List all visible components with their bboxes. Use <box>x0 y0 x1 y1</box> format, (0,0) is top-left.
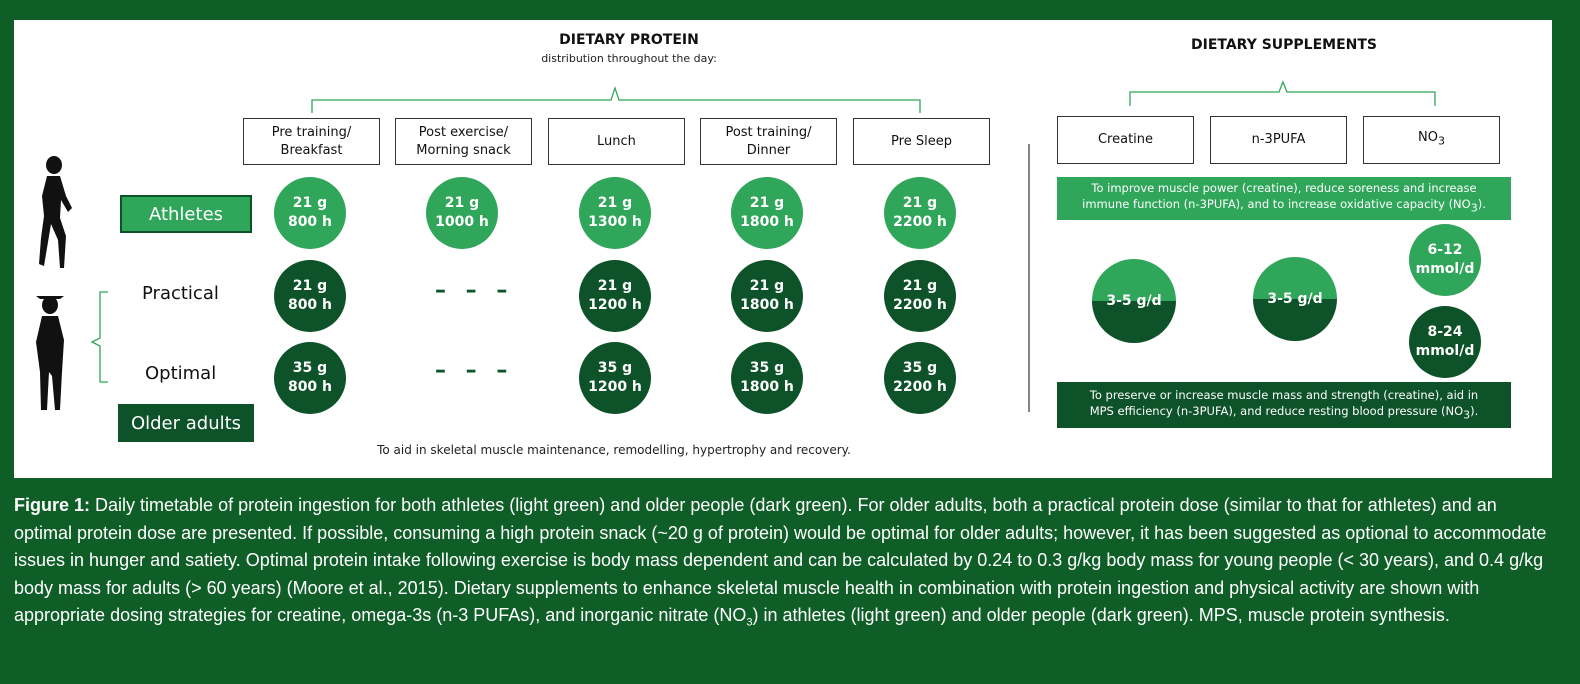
optimal-dose-lunch: 35 g 1200 h <box>579 342 651 414</box>
practical-dose-pre-sleep: 21 g 2200 h <box>884 260 956 332</box>
athletes-label: Athletes <box>120 195 252 233</box>
athletes-dose-breakfast: 21 g 800 h <box>274 177 346 249</box>
practical-dose-dinner: 21 g 1800 h <box>731 260 803 332</box>
protein-subtitle: distribution throughout the day: <box>541 52 717 65</box>
meal-box-morning-snack: Post exercise/ Morning snack <box>395 118 532 165</box>
older-supplement-band: To preserve or increase muscle mass and strength (creatine), aid in MPS efficiency (n-3PUFA), and reduce resting blood pressure $(NO_3)$. <box>1057 382 1511 428</box>
practical-dose-breakfast: 21 g 800 h <box>274 260 346 332</box>
athletes-dose-lunch: 21 g 1300 h <box>579 177 651 249</box>
no3-athlete-dose-circle: 6-12 mmol/d <box>1409 224 1481 296</box>
practical-dose-lunch: 21 g 1200 h <box>579 260 651 332</box>
meal-box-lunch: Lunch <box>548 118 685 165</box>
meal-box-dinner: Post training/ Dinner <box>700 118 837 165</box>
figure-caption: Figure 1: Daily timetable of protein ingestion for both athletes (light green) and older people (dark green). For older adults, both a practical protein dose (similar to that for athletes) and an optimal protein dose are presented. If possible, consuming a high protein snack (~20 g of protein) would be optimal for older adults; however, it has been suggested as optional to accommodate issues in hunger and satiety. Optimal protein intake following exercise is body mass dependent and can be calculated by 0.24 to 0.3 g/kg body mass for young people (< 30 years), and 0.4 g/kg body mass for adults (> 60 years) (Moore et al., 2015). Dietary supplements to enhance skeletal muscle health in combination with protein ingestion and physical activity are shown with appropriate dosing strategies for creatine, omega-3s (n-3 PUFAs), and inorganic nitrate $(NO_3)$ in athletes (light green) and older people (dark green). MPS, muscle protein synthesis. <box>14 495 1547 629</box>
supplement-box-n3pufa: n-3PUFA <box>1210 116 1347 164</box>
athletes-dose-morning-snack: 21 g 1000 h <box>426 177 498 249</box>
protein-title: DIETARY PROTEIN <box>559 32 699 48</box>
protein-footnote: To aid in skeletal muscle maintenance, remodelling, hypertrophy and recovery. <box>377 443 851 457</box>
no3-older-dose-circle: 8-24 mmol/d <box>1409 306 1481 378</box>
supplement-box-creatine: Creatine <box>1057 116 1194 164</box>
supplement-box-no3: $NO_3$ <box>1363 116 1500 164</box>
older-adults-label: Older adults <box>118 404 254 442</box>
creatine-dose-circle: 3-5 g/d <box>1092 259 1176 343</box>
meal-box-breakfast: Pre training/ Breakfast <box>243 118 380 165</box>
practical-missing-snack: – – – <box>435 278 514 303</box>
practical-label: Practical <box>142 283 219 304</box>
optimal-missing-snack: – – – <box>435 358 514 383</box>
optimal-dose-breakfast: 35 g 800 h <box>274 342 346 414</box>
optimal-dose-dinner: 35 g 1800 h <box>731 342 803 414</box>
optimal-label: Optimal <box>145 363 217 384</box>
meal-box-pre-sleep: Pre Sleep <box>853 118 990 165</box>
athlete-supplement-band: To improve muscle power (creatine), reduce soreness and increase immune function (n-3PUFA), and to increase oxidative capacity $(NO_3)$. <box>1057 177 1511 220</box>
runner-silhouette-icon <box>39 156 72 268</box>
athletes-dose-pre-sleep: 21 g 2200 h <box>884 177 956 249</box>
figure-panel <box>14 20 1552 478</box>
pufa-dose-circle: 3-5 g/d <box>1253 257 1337 341</box>
athletes-dose-dinner: 21 g 1800 h <box>731 177 803 249</box>
optimal-dose-pre-sleep: 35 g 2200 h <box>884 342 956 414</box>
older-adult-silhouette-icon <box>36 296 64 410</box>
supplements-title: DIETARY SUPPLEMENTS <box>1190 37 1378 53</box>
